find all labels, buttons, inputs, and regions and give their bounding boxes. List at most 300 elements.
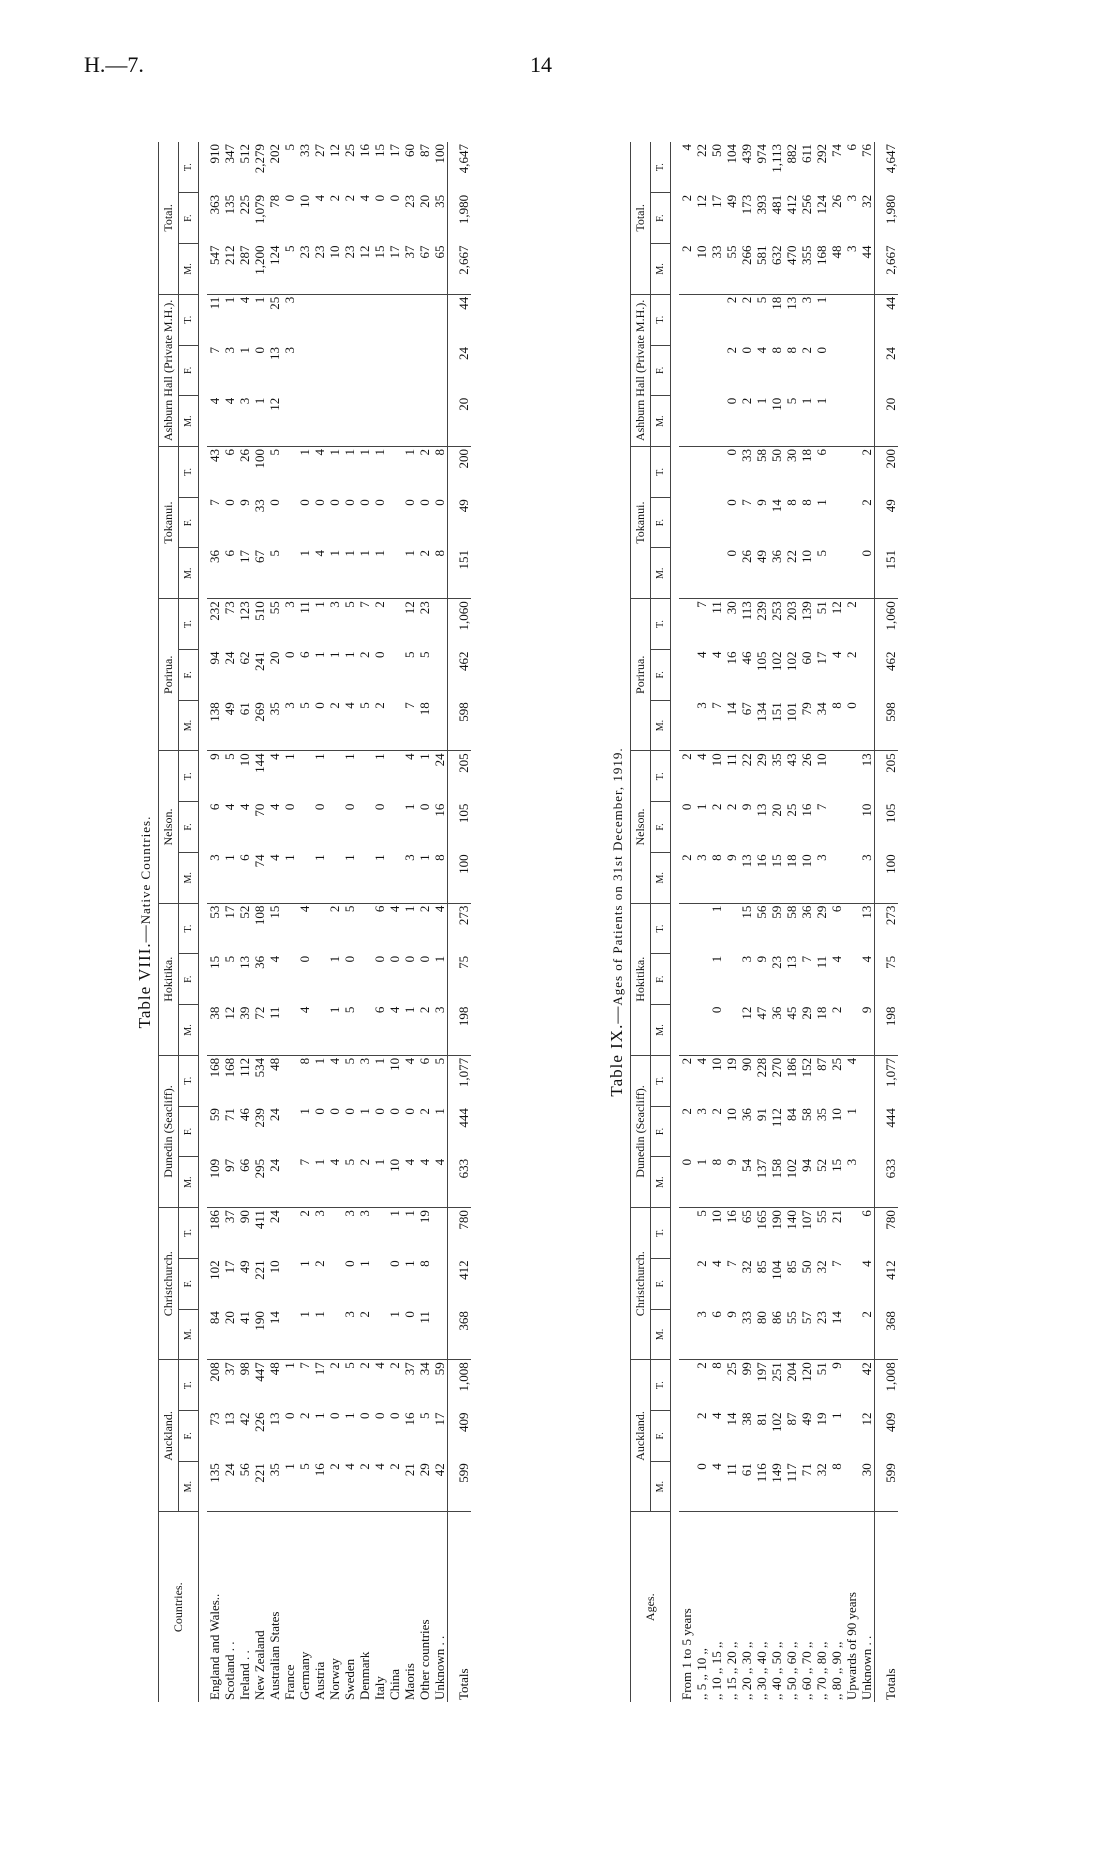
row-label: ,, 20 ,, 30 ,, — [739, 1641, 754, 1700]
data-cell: 8 — [417, 1260, 432, 1267]
data-cell: 2 — [739, 296, 754, 304]
data-cell: 56 — [754, 905, 769, 919]
data-cell — [432, 649, 448, 700]
sex-subheader: F. — [651, 649, 671, 700]
data-cell: 20 — [267, 651, 282, 665]
data-cell — [679, 497, 694, 548]
data-cell — [709, 548, 724, 599]
data-cell: 6 — [372, 905, 387, 913]
total-cell: 44 — [448, 294, 472, 345]
data-cell: 1 — [312, 852, 327, 903]
data-cell — [327, 852, 342, 903]
sex-subheader: T. — [179, 142, 199, 193]
total-cell: 4,647 — [875, 142, 899, 193]
data-cell — [312, 345, 327, 396]
data-cell: 11 — [709, 601, 724, 614]
data-cell: 4 — [402, 1057, 417, 1065]
institution-header: Hokitika. — [159, 903, 179, 1055]
data-cell: 3 — [844, 1157, 859, 1208]
institution-header: Hokitika. — [631, 903, 651, 1055]
institution-header: Nelson. — [631, 751, 651, 903]
data-cell: 23 — [402, 194, 417, 208]
data-cell: 3 — [282, 601, 297, 608]
data-cell: 23 — [417, 601, 432, 615]
data-cell: 50 — [709, 144, 724, 157]
data-cell: 3 — [402, 852, 417, 903]
institution-header: Tokanui. — [631, 447, 651, 599]
data-cell — [387, 751, 402, 802]
data-cell: 5 — [267, 548, 282, 599]
data-cell — [859, 396, 875, 447]
data-cell: 6 — [814, 449, 829, 456]
data-cell: 0 — [417, 955, 432, 963]
sex-subheader: F. — [179, 1258, 199, 1309]
data-cell: 3 — [844, 244, 859, 295]
data-cell — [327, 345, 342, 396]
data-cell: 9 — [724, 1157, 739, 1208]
data-cell: 6 — [859, 1210, 874, 1217]
data-cell: 4 — [859, 1260, 874, 1267]
data-cell: 2 — [694, 1412, 709, 1420]
sex-subheader: F. — [179, 345, 199, 396]
data-cell: 12 — [402, 601, 417, 615]
data-cell — [372, 345, 387, 396]
data-cell: 2 — [859, 1309, 875, 1360]
data-cell: 10 — [799, 548, 814, 599]
data-cell: 26 — [829, 194, 844, 208]
data-cell: 6 — [709, 1309, 724, 1360]
data-cell: 481 — [769, 194, 784, 215]
data-cell: 0 — [372, 499, 387, 506]
data-cell: 13 — [784, 296, 799, 310]
data-cell: 11 — [417, 1309, 432, 1360]
table-row — [372, 142, 387, 1702]
data-cell: 70 — [252, 803, 267, 817]
data-cell: 1 — [297, 548, 312, 599]
institution-header: Nelson. — [159, 751, 179, 903]
data-cell: 1 — [432, 955, 447, 963]
data-cell: 2 — [844, 651, 859, 658]
data-cell: 4 — [859, 955, 874, 963]
data-cell: 12 — [829, 601, 844, 615]
subheader-row — [651, 142, 671, 1702]
data-cell — [844, 1461, 859, 1512]
institution-header: Ashburn Hall (Private M.H.). — [159, 294, 179, 446]
data-cell: 15 — [739, 905, 754, 919]
total-cell: 444 — [875, 1106, 899, 1157]
data-cell: 86 — [769, 1309, 784, 1360]
data-cell: 16 — [432, 803, 447, 817]
data-cell — [432, 599, 448, 650]
table-row — [222, 142, 237, 1702]
data-cell — [282, 548, 297, 599]
data-cell: 7 — [709, 700, 724, 751]
data-cell: 37 — [222, 1210, 237, 1224]
data-cell — [679, 903, 694, 954]
data-cell: 534 — [252, 1057, 267, 1078]
data-cell: 24 — [267, 1210, 282, 1224]
data-cell — [402, 294, 417, 345]
data-cell: 9 — [859, 1005, 875, 1056]
total-cell: 598 — [875, 700, 899, 751]
data-cell: 6 — [222, 548, 237, 599]
data-cell: 2 — [859, 449, 874, 456]
data-cell — [372, 1309, 387, 1360]
data-cell: 101 — [784, 700, 799, 751]
data-cell: 5 — [402, 651, 417, 658]
data-cell: 51 — [814, 601, 829, 615]
data-cell: 197 — [754, 1362, 769, 1382]
data-cell: 173 — [739, 194, 754, 215]
data-cell: 4 — [402, 1157, 417, 1208]
data-cell: 10 — [859, 803, 874, 817]
data-cell: 0 — [342, 1260, 357, 1267]
data-cell: 4 — [432, 905, 447, 913]
data-cell — [859, 649, 875, 700]
data-cell: 100 — [252, 449, 267, 469]
table-viii-caption-prefix: Table VIII.— — [135, 924, 154, 1029]
data-cell: 117 — [784, 1461, 799, 1512]
data-cell: 0 — [694, 1461, 709, 1512]
data-cell: 29 — [799, 1005, 814, 1056]
data-cell: 34 — [814, 700, 829, 751]
data-cell: 1 — [357, 1108, 372, 1115]
row-label: Scotland . . — [222, 1641, 237, 1700]
data-cell: 25 — [829, 1057, 844, 1071]
data-cell — [282, 1005, 297, 1056]
data-cell: 2 — [417, 1005, 432, 1056]
data-cell: 42 — [237, 1412, 252, 1426]
data-cell: 74 — [829, 144, 844, 157]
data-cell: 102 — [784, 651, 799, 671]
subheader-row — [179, 142, 199, 1702]
data-cell: 512 — [237, 144, 252, 164]
data-cell: 0 — [739, 347, 754, 354]
total-cell: 1,980 — [448, 193, 472, 244]
data-cell — [387, 700, 402, 751]
data-cell: 51 — [814, 1362, 829, 1376]
first-column-header: Countries. — [159, 1512, 199, 1702]
data-cell — [694, 294, 709, 345]
data-cell: 3 — [694, 700, 709, 751]
total-cell: 4,647 — [448, 142, 472, 193]
sex-subheader: M. — [651, 1309, 671, 1360]
data-cell: 116 — [754, 1461, 769, 1512]
data-cell: 5 — [222, 753, 237, 760]
table-row — [267, 142, 282, 1702]
institution-header: Dunedin (Seacliff). — [631, 1055, 651, 1207]
data-cell: 3 — [432, 1005, 448, 1056]
data-cell: 3 — [282, 347, 297, 354]
data-cell: 4 — [327, 1057, 342, 1065]
data-cell: 1 — [282, 1461, 297, 1512]
sex-subheader: T. — [651, 142, 671, 193]
data-cell: 9 — [207, 753, 222, 760]
table-viii-caption-title: Native Countries. — [138, 815, 153, 925]
table-row — [754, 142, 769, 1702]
data-cell: 7 — [799, 955, 814, 963]
data-cell: 152 — [799, 1057, 814, 1078]
data-cell: 4 — [372, 1461, 387, 1512]
data-cell — [844, 1309, 859, 1360]
data-cell: 5 — [342, 1157, 357, 1208]
data-cell: 611 — [799, 144, 814, 164]
row-label: Italy — [372, 1676, 387, 1700]
data-cell: 2 — [417, 548, 432, 599]
data-cell: 72 — [252, 1005, 267, 1056]
data-cell: 16 — [754, 852, 769, 903]
data-cell: 15 — [769, 852, 784, 903]
data-cell: 447 — [252, 1362, 267, 1382]
data-cell — [432, 294, 448, 345]
data-cell: 292 — [814, 144, 829, 164]
table-row — [387, 142, 402, 1702]
sex-subheader: M. — [179, 396, 199, 447]
row-label: Maoris — [402, 1663, 417, 1700]
data-cell: 0 — [814, 347, 829, 354]
sex-subheader: F. — [179, 802, 199, 853]
row-label: ,, 5 ,, 10 ,, — [694, 1648, 709, 1700]
data-cell: 411 — [252, 1210, 267, 1230]
data-cell — [694, 1005, 709, 1056]
total-cell: 273 — [448, 903, 472, 954]
data-cell: 21 — [829, 1210, 844, 1224]
data-cell: 12 — [327, 144, 342, 157]
data-cell: 1 — [282, 753, 297, 760]
data-cell: 2 — [357, 1461, 372, 1512]
data-cell: 3 — [844, 194, 859, 202]
data-cell — [432, 1208, 448, 1259]
data-cell — [312, 1005, 327, 1056]
total-cell: 780 — [875, 1208, 899, 1259]
table-row — [417, 142, 432, 1702]
data-cell: 202 — [267, 144, 282, 164]
sex-subheader: T. — [651, 751, 671, 802]
data-cell: 3 — [739, 955, 754, 963]
row-label: England and Wales.. — [207, 1593, 222, 1700]
row-label: Sweden — [342, 1658, 357, 1700]
total-cell: 598 — [448, 700, 472, 751]
data-cell: 0 — [387, 1260, 402, 1267]
data-cell: 0 — [342, 955, 357, 963]
data-cell: 5 — [417, 1412, 432, 1420]
data-cell — [679, 345, 694, 396]
data-cell: 6 — [222, 449, 237, 456]
data-cell: 97 — [222, 1157, 237, 1208]
data-cell: 0 — [342, 499, 357, 506]
data-cell: 30 — [859, 1461, 875, 1512]
table-row — [724, 142, 739, 1702]
data-cell: 2 — [679, 244, 694, 295]
data-cell: 0 — [312, 1108, 327, 1115]
data-cell — [417, 345, 432, 396]
data-cell: 23 — [297, 244, 312, 295]
data-cell — [312, 396, 327, 447]
data-cell: 7 — [207, 347, 222, 354]
data-cell: 4 — [222, 803, 237, 811]
data-cell — [844, 1360, 859, 1411]
data-cell: 0 — [372, 803, 387, 811]
row-label: China — [387, 1668, 402, 1700]
data-cell: 0 — [357, 499, 372, 506]
data-cell: 225 — [237, 194, 252, 215]
data-cell: 0 — [709, 1005, 724, 1056]
sex-subheader: F. — [179, 1411, 199, 1462]
data-cell: 22 — [694, 144, 709, 157]
data-cell: 14 — [267, 1309, 282, 1360]
data-cell: 10 — [709, 1057, 724, 1071]
data-cell — [372, 1208, 387, 1259]
row-label: ,, 80 ,, 90 ,, — [829, 1641, 844, 1700]
data-cell — [342, 396, 357, 447]
data-cell: 8 — [297, 1057, 312, 1065]
data-cell — [829, 345, 844, 396]
data-cell: 13 — [739, 852, 754, 903]
data-cell: 4 — [387, 1005, 402, 1056]
data-cell: 1 — [694, 803, 709, 811]
data-cell: 4 — [312, 548, 327, 599]
data-cell: 0 — [372, 194, 387, 202]
data-cell: 212 — [222, 244, 237, 295]
data-cell: 67 — [252, 548, 267, 599]
data-cell: 12 — [357, 244, 372, 295]
data-cell: 6 — [417, 1057, 432, 1065]
data-cell: 10 — [769, 396, 784, 447]
data-cell — [844, 497, 859, 548]
header-row — [159, 142, 179, 1702]
data-cell: 12 — [222, 1005, 237, 1056]
data-cell: 5 — [754, 296, 769, 304]
data-cell: 10 — [327, 244, 342, 295]
data-cell: 102 — [784, 1157, 799, 1208]
data-cell: 17 — [814, 651, 829, 665]
data-cell: 8 — [784, 347, 799, 354]
data-cell: 4 — [844, 1057, 859, 1065]
total-cell: 24 — [875, 345, 899, 396]
data-cell: 2 — [859, 499, 874, 506]
table-row — [432, 142, 448, 1702]
data-cell: 1 — [252, 396, 267, 447]
data-cell — [694, 954, 709, 1005]
data-cell: 2 — [679, 753, 694, 760]
data-cell — [282, 1309, 297, 1360]
data-cell: 16 — [402, 1412, 417, 1426]
sex-subheader: M. — [651, 1461, 671, 1512]
data-cell: 910 — [207, 144, 222, 164]
data-cell: 17 — [237, 548, 252, 599]
data-cell — [297, 751, 312, 802]
data-cell: 45 — [784, 1005, 799, 1056]
data-cell — [387, 852, 402, 903]
data-cell: 0 — [372, 1412, 387, 1420]
data-cell — [724, 903, 739, 954]
table-ix-ages-of-patients — [630, 142, 898, 1702]
data-cell: 42 — [859, 1362, 874, 1376]
data-cell: 3 — [357, 1210, 372, 1217]
data-cell: 17 — [222, 905, 237, 919]
data-cell — [694, 447, 709, 498]
total-cell: 198 — [448, 1005, 472, 1056]
table-row — [784, 142, 799, 1702]
data-cell: 24 — [267, 1157, 282, 1208]
data-cell: 1 — [342, 753, 357, 760]
data-cell: 1 — [357, 449, 372, 456]
data-cell: 221 — [252, 1461, 267, 1512]
data-cell: 1 — [342, 651, 357, 658]
data-cell: 85 — [784, 1260, 799, 1274]
data-cell: 1 — [327, 1005, 342, 1056]
row-label: Denmark — [357, 1651, 372, 1700]
data-cell: 50 — [769, 449, 784, 462]
data-cell — [694, 903, 709, 954]
table-viii-native-countries — [158, 142, 471, 1702]
data-cell: 23 — [769, 955, 784, 969]
data-cell: 5 — [342, 905, 357, 913]
data-cell: 18 — [769, 296, 784, 310]
data-cell: 5 — [432, 1057, 447, 1065]
data-cell: 33 — [709, 244, 724, 295]
data-cell: 25 — [342, 144, 357, 157]
sex-subheader: M. — [179, 1461, 199, 1512]
data-cell: 2 — [297, 1412, 312, 1420]
data-cell: 510 — [252, 601, 267, 621]
data-cell: 20 — [222, 1309, 237, 1360]
data-cell: 1 — [402, 803, 417, 811]
sex-subheader: M. — [651, 396, 671, 447]
totals-row — [448, 142, 472, 1702]
data-cell: 2 — [357, 1157, 372, 1208]
data-cell: 16 — [724, 1210, 739, 1224]
row-label: ,, 15 ,, 20 ,, — [724, 1641, 739, 1700]
data-cell: 13 — [267, 1412, 282, 1426]
data-cell: 102 — [769, 651, 784, 671]
data-cell: 81 — [754, 1412, 769, 1426]
data-cell: 5 — [814, 548, 829, 599]
data-cell: 35 — [769, 753, 784, 767]
data-cell: 8 — [769, 347, 784, 354]
institution-header: Porirua. — [631, 599, 651, 751]
data-cell: 10 — [267, 1260, 282, 1274]
data-cell: 107 — [799, 1210, 814, 1230]
data-cell: 7 — [402, 700, 417, 751]
sex-subheader: M. — [651, 244, 671, 295]
data-cell: 168 — [222, 1057, 237, 1078]
data-cell — [387, 396, 402, 447]
data-cell: 1 — [342, 449, 357, 456]
data-cell: 168 — [207, 1057, 222, 1078]
sex-subheader: F. — [651, 802, 671, 853]
total-cell: 20 — [448, 396, 472, 447]
data-cell: 4 — [222, 396, 237, 447]
data-cell — [724, 954, 739, 1005]
data-cell — [829, 751, 844, 802]
data-cell — [387, 649, 402, 700]
data-cell: 16 — [799, 803, 814, 817]
data-cell: 0 — [387, 1412, 402, 1420]
data-cell: 1 — [312, 1309, 327, 1360]
data-cell: 232 — [207, 601, 222, 621]
data-cell: 73 — [222, 601, 237, 615]
data-cell: 1 — [237, 347, 252, 354]
institution-header: Auckland. — [159, 1360, 179, 1512]
spacer-row — [671, 142, 680, 1702]
data-cell: 4 — [829, 651, 844, 658]
data-cell: 66 — [237, 1157, 252, 1208]
total-cell: 151 — [448, 548, 472, 599]
data-cell: 1,113 — [769, 144, 784, 173]
total-cell: 1,008 — [875, 1360, 899, 1411]
data-cell: 11 — [207, 296, 222, 310]
